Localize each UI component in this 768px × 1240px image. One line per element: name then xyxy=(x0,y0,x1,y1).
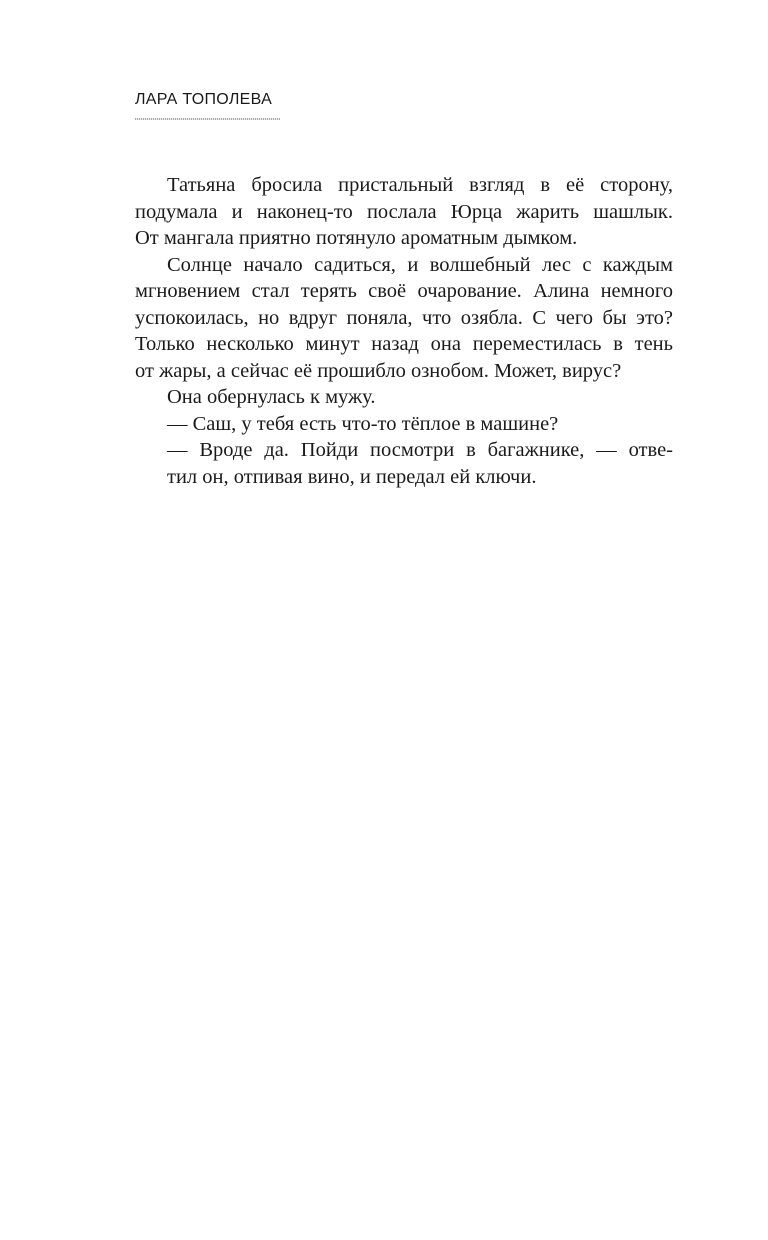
text-line: Только несколько минут назад она переместилась в тень xyxy=(135,333,673,355)
text-line: подумала и наконец-то послала Юрца жарить шашлык. xyxy=(135,200,673,223)
text-line: тил он, отпивая вино, и передал ей ключи. xyxy=(167,465,537,488)
text-line: от жары, а сейчас её прошибло ознобом. Может, вирус? xyxy=(135,359,622,382)
decorative-rule xyxy=(135,117,280,121)
text-line: От мангала приятно потянуло ароматным дымком. xyxy=(135,227,578,249)
text-line: — Вроде да. Пойди посмотри в багажнике, — отве- xyxy=(167,439,673,461)
text-line: — Саш, у тебя есть что-то тёплое в машине? xyxy=(167,412,559,435)
text-line: Татьяна бросила пристальный взгляд в её сторону, xyxy=(167,174,673,196)
text-line: Она обернулась к мужу. xyxy=(167,386,376,408)
text-line: успокоилась, но вдруг поняла, что озябла. С чего бы это? xyxy=(135,306,673,329)
text-line: Солнце начало садиться, и волшебный лес с каждым xyxy=(167,253,673,276)
text-line: мгновением стал терять своё очарование. Алина немного xyxy=(135,280,673,302)
running-head-author: ЛАРА ТОПОЛЕВА xyxy=(135,91,273,108)
body-text xyxy=(135,172,673,490)
